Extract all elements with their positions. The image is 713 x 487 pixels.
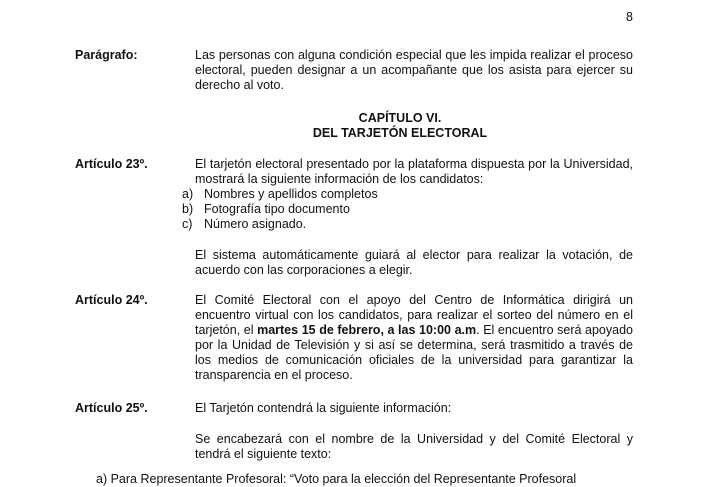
article-25-item-a: a) Para Representante Profesoral: “Voto para la elección del Representante Profesoral: [96, 472, 577, 486]
chapter-title: CAPÍTULO VI.: [358, 111, 442, 125]
article-25-intro-text: El Tarjetón contendrá la siguiente información:: [195, 401, 452, 415]
list-marker: b): [182, 202, 194, 216]
article-23-label: Artículo 23º.: [75, 157, 148, 171]
list-item-text: Número asignado.: [204, 217, 307, 231]
article-24-label: Artículo 24º.: [75, 293, 148, 307]
paragrafo-body: Las personas con alguna condición especial que les impida realizar el proceso electoral, pueden designar a un acompañante que los asista para ejercer su derecho al voto.: [195, 48, 633, 92]
page-number: 8: [626, 10, 633, 24]
article-23-intro: [195, 157, 633, 187]
article-23-closing: [195, 248, 633, 278]
article-25-label: Artículo 25º.: [75, 401, 148, 415]
list-item-text: Fotografía tipo documento: [204, 202, 350, 216]
list-marker: c): [182, 217, 193, 231]
article-23-closing-text: El sistema automáticamente guiará al elector para realizar la votación, de acuerdo con las corporaciones a elegir.: [195, 248, 633, 277]
list-item-text: Nombres y apellidos completos: [204, 187, 378, 201]
event-date: martes 15 de febrero, a las 10:00 a.m: [257, 323, 477, 337]
list-item-b: [182, 202, 350, 217]
list-item-c: [182, 217, 306, 232]
paragrafo-text: [195, 48, 633, 93]
article-25-second: [195, 432, 633, 462]
article-24-body: El Comité Electoral con el apoyo del Centro de Informática dirigirá un encuentro virtual con los candidatos, para realizar el sorteo del número en el tarjetón, el martes 15 de febrero, a las 10:00 a.m. El encuentro será apoyado por la Unidad de Televisión y si así se determina, será trasmitido a través de los medios de comunicación oficiales de la universidad para garantizar la transparencia en el proceso.: [195, 293, 633, 382]
article-25-second-text: Se encabezará con el nombre de la Universidad y del Comité Electoral y tendrá el siguiente texto:: [195, 432, 633, 461]
list-item-a: [182, 187, 378, 202]
article-25-intro: [195, 401, 633, 416]
article-24-text: [195, 293, 633, 383]
list-marker: a): [182, 187, 194, 201]
article-23-intro-text: El tarjetón electoral presentado por la plataforma dispuesta por la Universidad, mostrará la siguiente información de los candidatos:: [195, 157, 633, 186]
chapter-subtitle: DEL TARJETÓN ELECTORAL: [312, 126, 488, 140]
paragrafo-label: Parágrafo:: [75, 48, 138, 62]
